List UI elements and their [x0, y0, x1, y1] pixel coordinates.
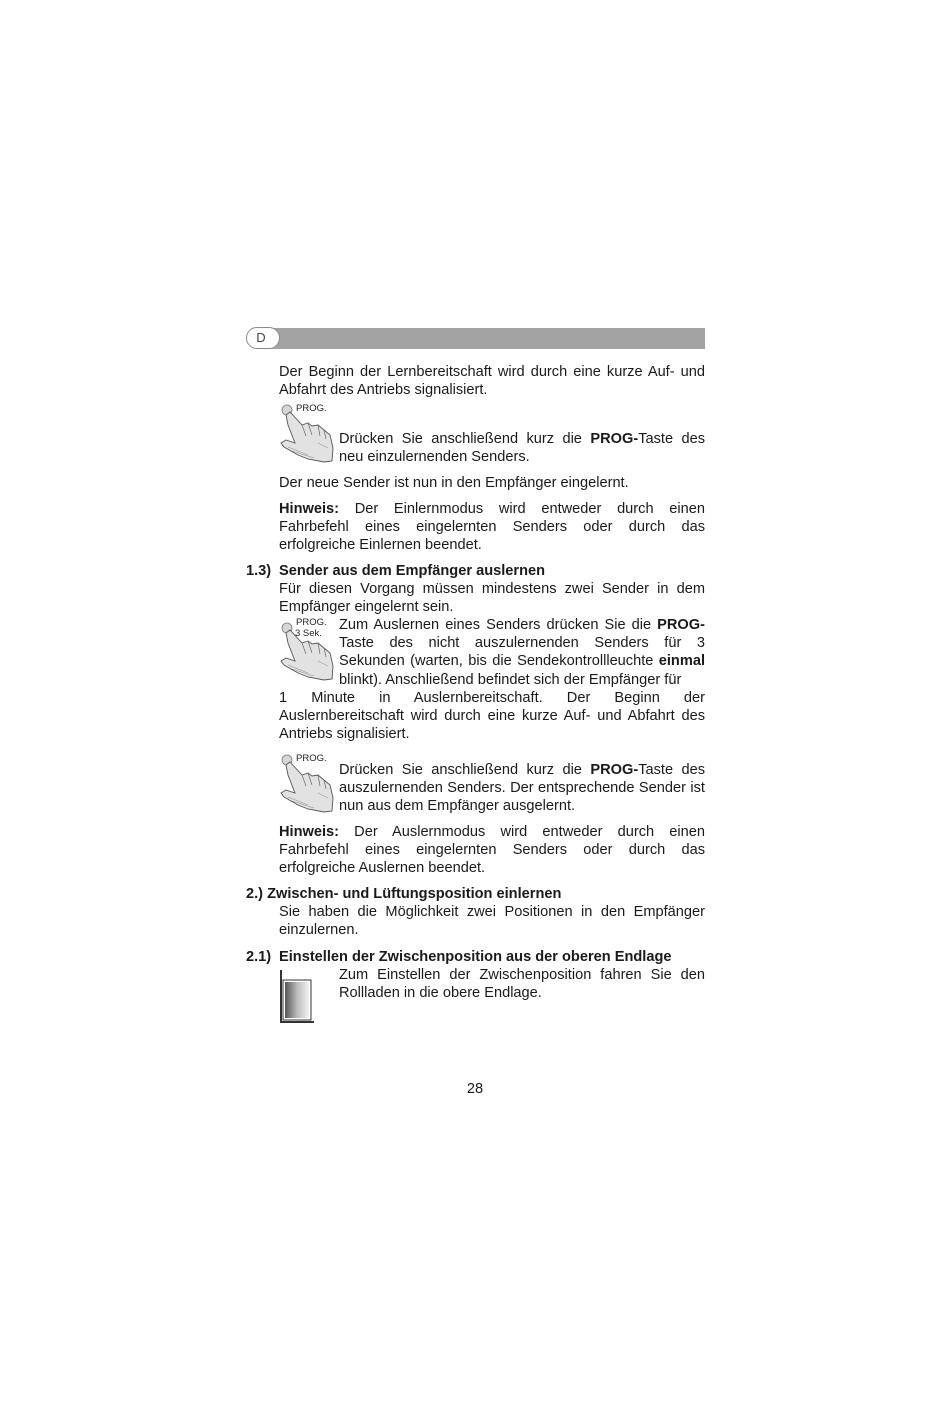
- prog-label: PROG.: [296, 403, 327, 414]
- note-paragraph: Hinweis: Der Auslernmodus wird entweder durch einen Fahrbefehl eines eingelernten Senders oder durch das erfolgreiche Auslernen beendet.: [279, 824, 705, 877]
- unlearn-continuation-paragraph: 1 Minute in Auslernbereitschaft. Der Beginn der Auslernbereitschaft wird durch eine kurze Auf- und Abfahrt des Antriebs signalisiert.: [279, 690, 705, 743]
- hand-pressing-button-icon: [278, 753, 336, 815]
- section-title: Einstellen der Zwischenposition aus der oberen Endlage: [279, 949, 672, 965]
- note-paragraph: Hinweis: Der Einlernmodus wird entweder durch einen Fahrbefehl eines eingelernten Senders oder durch das erfolgreiche Einlernen beendet.: [279, 501, 705, 554]
- shutter-upper-end-position-icon: [279, 969, 315, 1024]
- section-number: 2.1): [246, 949, 272, 965]
- press-prog-paragraph: Drücken Sie anschließend kurz die PROG-Taste des neu einzulernenden Senders.: [339, 431, 706, 466]
- section-title: Sender aus dem Empfänger auslernen: [279, 563, 546, 579]
- upper-end-position-paragraph: Zum Einstellen der Zwischenposition fahren Sie den Rollladen in die obere Endlage.: [339, 967, 705, 1002]
- page-number: 28: [466, 1081, 484, 1097]
- section-intro-paragraph: Für diesen Vorgang müssen mindestens zwei Sender in dem Empfänger eingelernt sein.: [279, 581, 705, 616]
- unlearn-instruction-paragraph: Zum Auslernen eines Senders drücken Sie die PROG-Taste des nicht auszulernenden Senders für 3 Sekunden (warten, bis die Sendekontrollleuchte einmal blinkt). Anschließend befindet sich der Empfänger für: [339, 617, 705, 688]
- intro-paragraph: Der Beginn der Lernbereitschaft wird durch eine kurze Auf- und Abfahrt des Antriebs signalisiert.: [279, 364, 705, 399]
- section-title: 2.) Zwischen- und Lüftungsposition einlernen: [246, 886, 562, 902]
- section-number: 1.3): [246, 563, 272, 579]
- learned-paragraph: Der neue Sender ist nun in den Empfänger eingelernt.: [279, 475, 629, 491]
- section-intro-paragraph: Sie haben die Möglichkeit zwei Positionen in den Empfänger einzulernen.: [279, 904, 705, 939]
- hand-pressing-button-icon: [278, 403, 336, 465]
- prog-label: PROG.: [296, 753, 327, 764]
- duration-label: 3 Sek.: [295, 628, 322, 639]
- hand-pressing-button-icon: [278, 617, 336, 683]
- language-badge: D: [246, 327, 280, 349]
- section-header-bar: [262, 328, 705, 349]
- press-prog-unlearn-paragraph: Drücken Sie anschließend kurz die PROG-Taste des auszulernenden Senders. Der entsprechende Sender ist nun aus dem Empfänger ausgelernt.: [339, 762, 706, 815]
- prog-label: PROG.: [296, 617, 327, 628]
